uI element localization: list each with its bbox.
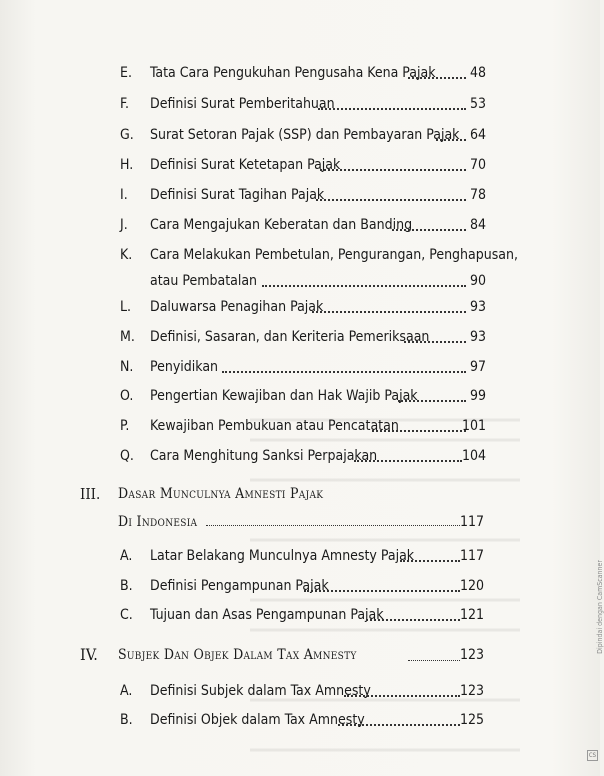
toc-letter: A.: [120, 548, 133, 564]
dot-leader: [318, 108, 466, 110]
toc-letter: F.: [120, 96, 129, 112]
toc-letter: C.: [120, 607, 133, 623]
toc-letter: G.: [120, 127, 134, 143]
toc-letter: O.: [120, 388, 134, 404]
toc-title: Pengertian Kewajiban dan Hak Wajib Pajak: [150, 388, 418, 404]
chapter-title: Subjek Dan Objek Dalam Tax Amnesty: [118, 647, 357, 663]
toc-entry-iv-a[interactable]: [0, 682, 600, 702]
toc-entry-i[interactable]: [0, 186, 600, 206]
chapter-number: III.: [80, 485, 101, 503]
toc-entry-q[interactable]: [0, 447, 600, 467]
toc-title: Definisi Subjek dalam Tax Amnesty: [150, 683, 371, 699]
toc-page: 48: [469, 65, 486, 81]
toc-page: 78: [469, 187, 486, 203]
toc-page: 97: [469, 359, 486, 375]
dot-leader: [206, 525, 460, 526]
dot-leader: [344, 695, 460, 697]
toc-page: 125: [459, 712, 484, 728]
dot-leader: [222, 371, 466, 373]
toc-letter: A.: [120, 683, 133, 699]
toc-entry-f[interactable]: [0, 95, 600, 115]
toc-entry-g[interactable]: [0, 126, 600, 146]
toc-letter: N.: [120, 359, 134, 375]
toc-letter: B.: [120, 712, 133, 728]
toc-page: 90: [469, 273, 486, 289]
toc-letter: M.: [120, 329, 135, 345]
toc-page: 70: [469, 157, 486, 173]
scanner-watermark: Dipindai dengan CamScanner: [596, 560, 604, 654]
toc-page: 117: [459, 548, 484, 564]
toc-title: Cara Melakukan Pembetulan, Pengurangan, Penghapusan,: [150, 247, 518, 263]
toc-title: Definisi, Sasaran, dan Keriteria Pemeriksaan: [150, 329, 430, 345]
toc-entry-p[interactable]: [0, 417, 600, 437]
dot-leader: [312, 311, 466, 313]
toc-entry-e[interactable]: [0, 64, 600, 84]
chapter-title-cont: Di Indonesia: [118, 514, 198, 530]
toc-page: 117: [459, 514, 484, 530]
toc-title: Definisi Surat Pemberitahuan: [150, 96, 335, 112]
toc-chapter-4[interactable]: [0, 646, 600, 668]
toc-page: 84: [469, 217, 486, 233]
toc-entry-l[interactable]: [0, 298, 600, 318]
toc-entry-j[interactable]: [0, 216, 600, 236]
toc-page: 99: [469, 388, 486, 404]
toc-entry-iii-b[interactable]: [0, 577, 600, 597]
toc-page: 123: [459, 647, 484, 663]
toc-page: 93: [469, 329, 486, 345]
toc-title: Definisi Objek dalam Tax Amnesty: [150, 712, 365, 728]
toc-title: Cara Menghitung Sanksi Perpajakan: [150, 448, 378, 464]
toc-title: Tujuan dan Asas Pengampunan Pajak: [150, 607, 384, 623]
dot-leader: [320, 169, 466, 171]
toc-letter: H.: [120, 157, 134, 173]
toc-page: 120: [459, 578, 484, 594]
toc-letter: B.: [120, 578, 133, 594]
toc-title: Surat Setoran Pajak (SSP) dan Pembayaran Pajak: [150, 127, 460, 143]
toc-entry-m[interactable]: [0, 328, 600, 348]
toc-entry-k[interactable]: [0, 246, 600, 292]
toc-page: 123: [459, 683, 484, 699]
camscanner-icon: CS: [588, 752, 597, 759]
toc-page: 53: [469, 96, 486, 112]
toc-letter: E.: [120, 65, 132, 81]
toc-letter: I.: [120, 187, 128, 203]
toc-title-cont: atau Pembatalan: [150, 273, 258, 289]
toc-title: Cara Mengajukan Keberatan dan Banding: [150, 217, 413, 233]
toc-title: Kewajiban Pembukuan atau Pencatatan: [150, 418, 399, 434]
toc-title: Daluwarsa Penagihan Pajak: [150, 299, 324, 315]
toc-page: 64: [469, 127, 486, 143]
toc-title: Tata Cara Pengukuhan Pengusaha Kena Pajak: [150, 65, 436, 81]
chapter-number: IV.: [80, 645, 98, 664]
toc-entry-iv-b[interactable]: [0, 711, 600, 731]
toc-letter: Q.: [120, 448, 134, 464]
toc-page: 101: [461, 418, 486, 434]
toc-letter: K.: [120, 247, 133, 263]
toc-chapter-3[interactable]: [0, 485, 600, 531]
toc-entry-iii-a[interactable]: [0, 547, 600, 567]
dot-leader: [262, 285, 466, 287]
toc-title: Definisi Pengampunan Pajak: [150, 578, 329, 594]
dot-leader: [304, 590, 460, 592]
toc-title: Latar Belakang Munculnya Amnesty Pajak: [150, 548, 415, 564]
toc-entry-h[interactable]: [0, 156, 600, 176]
chapter-title: Dasar Munculnya Amnesti Pajak: [118, 486, 324, 502]
toc-letter: L.: [120, 299, 132, 315]
toc-letter: P.: [120, 418, 130, 434]
dot-leader: [354, 460, 462, 462]
toc-page: 93: [469, 299, 486, 315]
toc-letter: J.: [120, 217, 128, 233]
dot-leader: [316, 199, 466, 201]
dot-leader: [338, 724, 460, 726]
toc-title: Definisi Surat Ketetapan Pajak: [150, 157, 341, 173]
toc-entry-n[interactable]: [0, 358, 600, 378]
toc-entry-iii-c[interactable]: [0, 606, 600, 626]
toc-page: 104: [461, 448, 486, 464]
toc-page: 121: [459, 607, 484, 623]
toc-title: Definisi Surat Tagihan Pajak: [150, 187, 325, 203]
toc-title: Penyidikan: [150, 359, 219, 375]
toc-entry-o[interactable]: [0, 387, 600, 407]
dot-leader: [366, 619, 460, 621]
